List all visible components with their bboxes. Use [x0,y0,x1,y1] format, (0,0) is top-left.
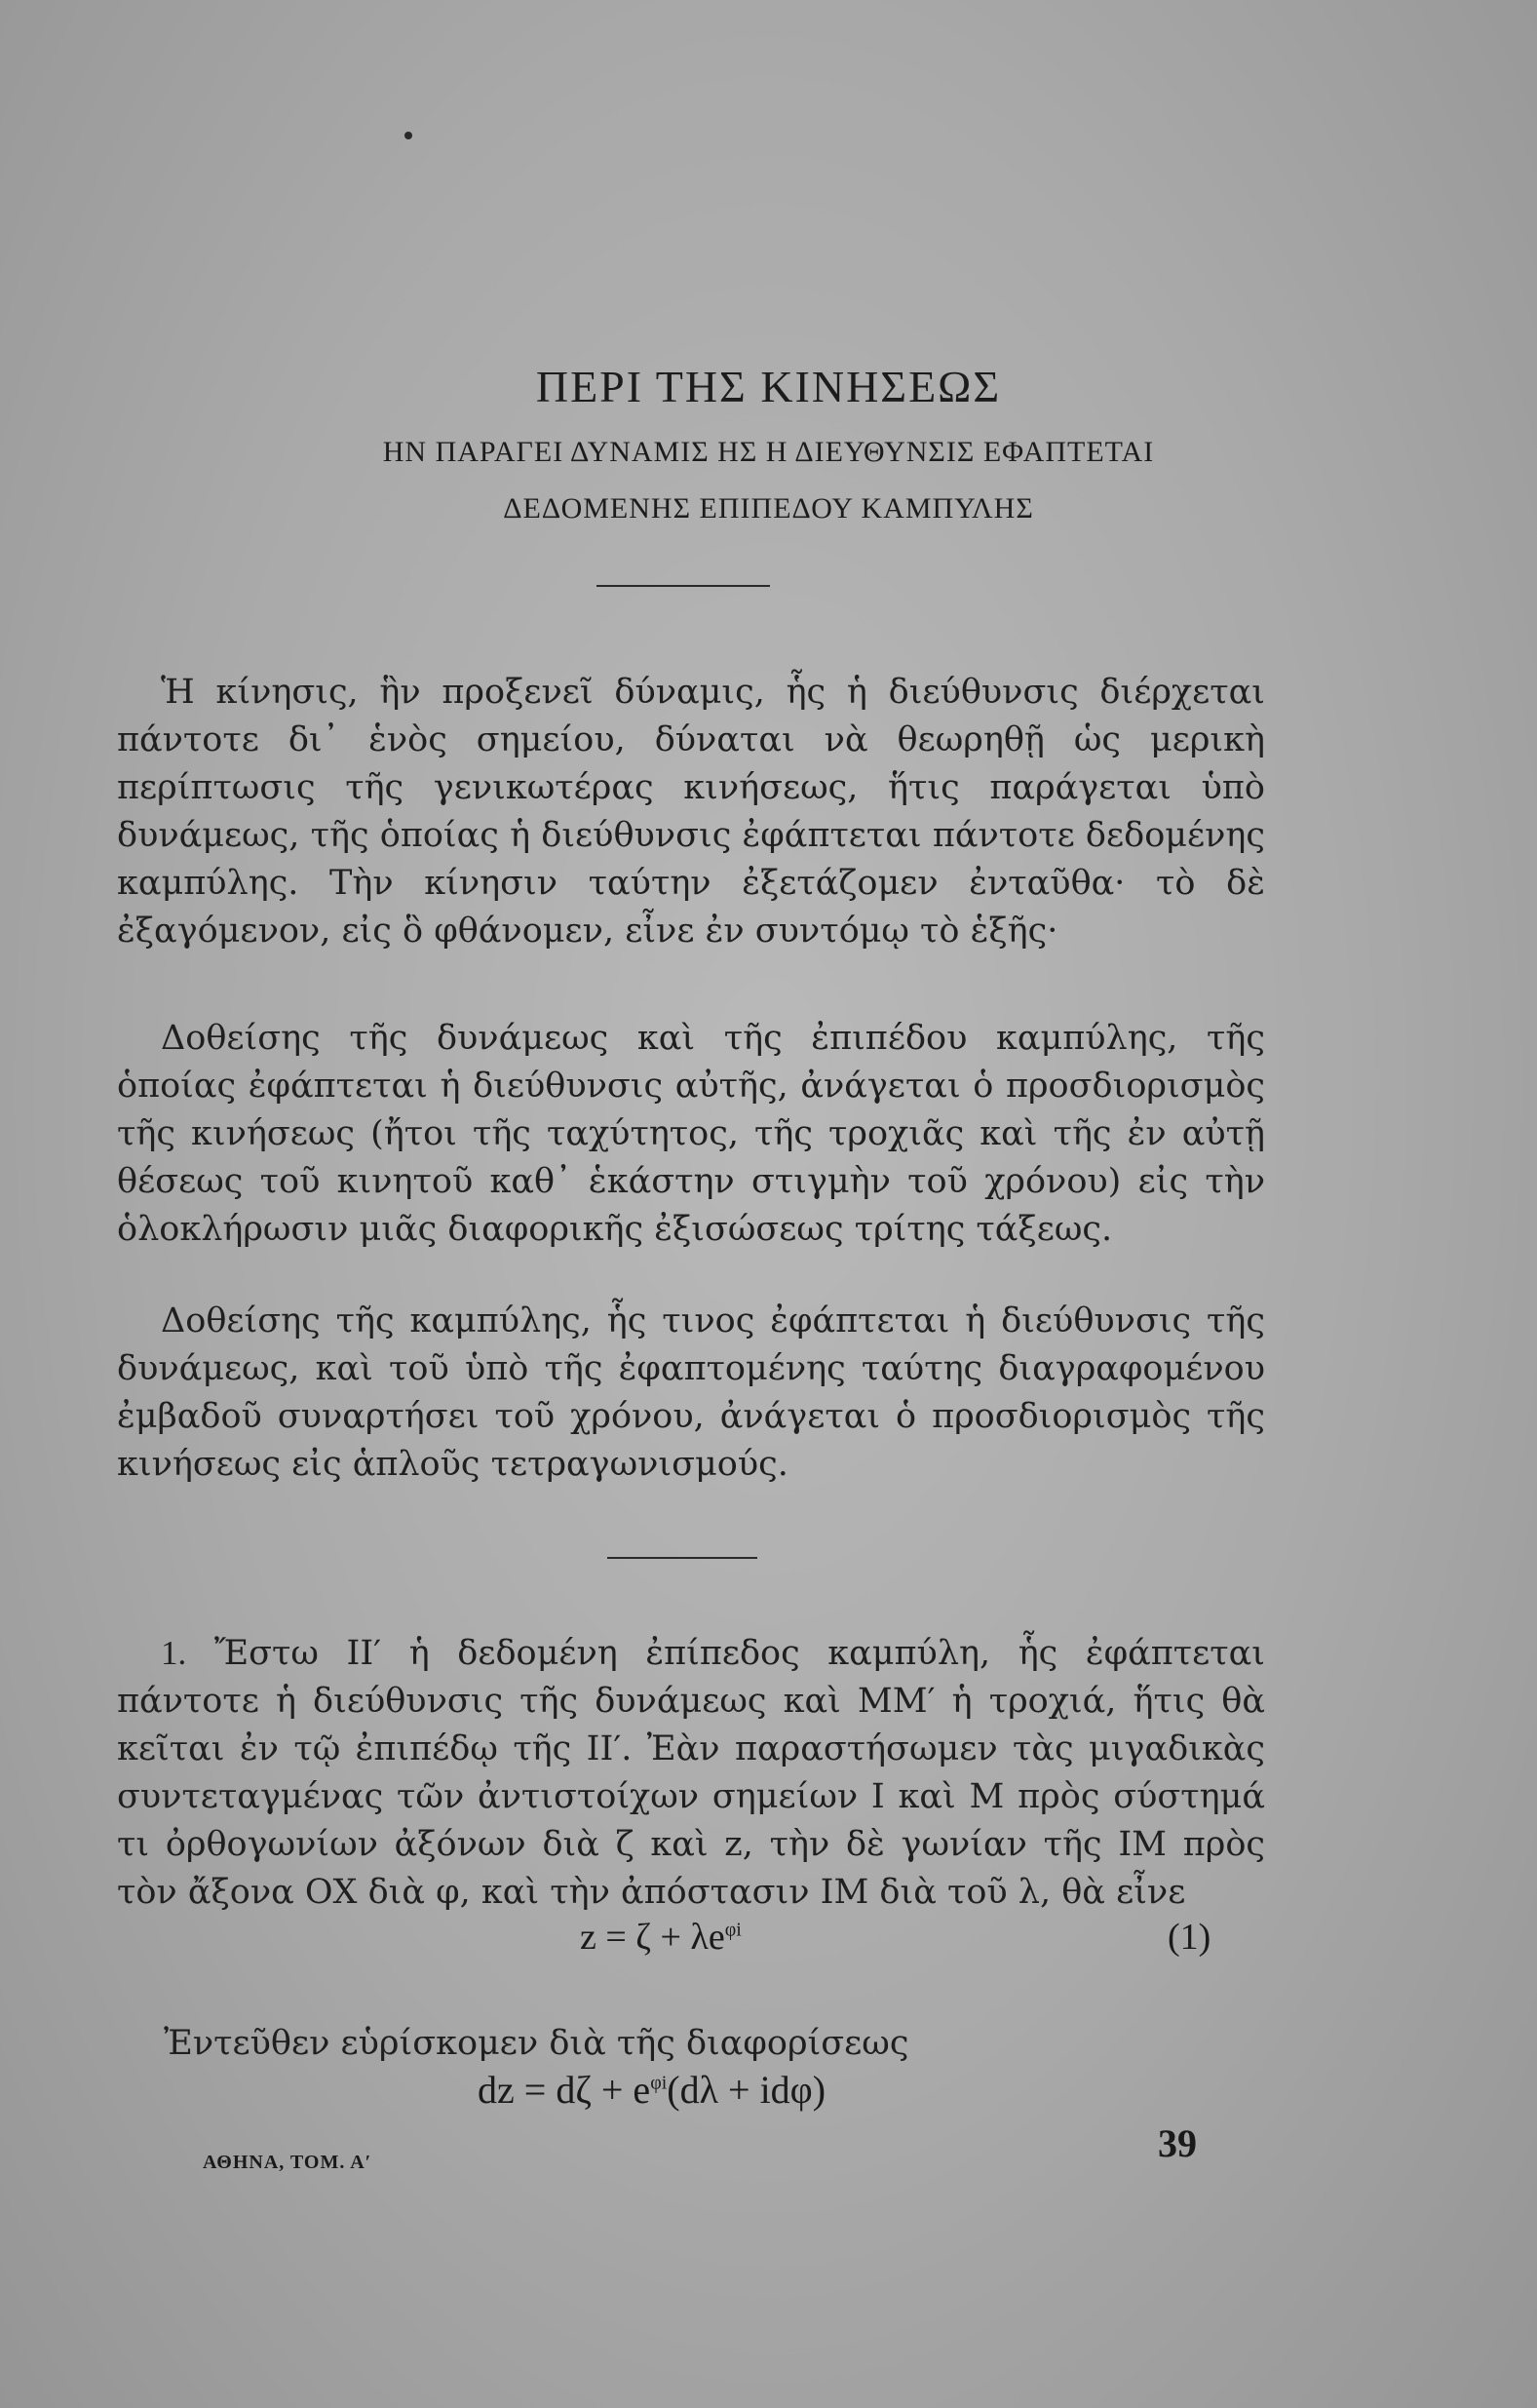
derivation-sentence: Ἐντεῦθεν εὑρίσκομεν διὰ τῆς διαφορίσεως [164,2024,909,2063]
ink-dot [404,132,412,139]
journal-footer: ΑΘΗΝΑ, ΤΟΜ. Α′ [203,2152,372,2173]
article-subtitle-line2: ΔΕΔΟΜΕΝΗΣ ΕΠΙΠΕΔΟΥ ΚΑΜΠΥΛΗΣ [503,492,1034,524]
equation-1-body: z = ζ + λe [580,1917,725,1958]
section-1-text: Ἔστω ΙΙ′ ἡ δεδομένη ἐπίπεδος καμπύλη, ἧς ἐφάπτεται πάντοτε ἡ διεύθυνσις τῆς δυνάμεως καὶ ΜΜ′ ἡ τροχιά, ἥτις θὰ κεῖται ἐν τῷ ἐπιπέδῳ τῆς ΙΙ′. Ἐὰν παραστήσωμεν τὰς μιγαδικὰς συντεταγμένας τῶν ἀντιστοίχων σημείων Ι καὶ Μ πρὸς σύστημά τι ὀρθογωνίων ἀξόνων διὰ ζ καὶ z, τὴν δὲ γωνίαν τῆς ΙΜ πρὸς τὸν ἄξονα ΟΧ διὰ φ, καὶ τὴν ἀπόστασιν ΙΜ διὰ τοῦ λ, θὰ εἶνε [117,1634,1265,1912]
third-paragraph: Δοθείσης τῆς καμπύλης, ἧς τινος ἐφάπτεται ἡ διεύθυνσις τῆς δυνάμεως, καὶ τοῦ ὑπὸ τῆς ἐφαπτομένης ταύτης διαγραφομένου ἐμβαδοῦ συναρτήσει τοῦ χρόνου, ἀνάγεται ὁ προσδιορισμὸς τῆς κινήσεως εἰς ἁπλοῦς τετραγωνισμούς. [117,1301,1265,1484]
equation-1-exponent: φi [724,1919,742,1941]
title-rule [596,585,770,587]
equation-1-number: (1) [1168,1917,1211,1958]
equation-2-exponent: φi [650,2072,668,2094]
second-paragraph: Δοθείσης τῆς δυνάμεως καὶ τῆς ἐπιπέδου καμπύλης, τῆς ὁποίας ἐφάπτεται ἡ διεύθυνσις αὐτῆς, ἀνάγεται ὁ προσδιορισμὸς τῆς κινήσεως (ἤτοι τῆς ταχύτητος, τῆς τροχιᾶς καὶ τῆς ἐν αὐτῇ θέσεως τοῦ κινητοῦ καθ᾽ ἑκάστην στιγμὴν τοῦ χρόνου) εἰς τὴν ὁλοκλήρωσιν μιᾶς διαφορικῆς ἐξισώσεως τρίτης τάξεως. [117,1019,1265,1249]
equation-2-lhs: dz = dζ + e [478,2068,651,2112]
article-subtitle-line1: ΗΝ ΠΑΡΑΓΕΙ ΔΥΝΑΜΙΣ ΗΣ Η ΔΙΕΥΘΥΝΣΙΣ ΕΦΑΠΤΕΤΑΙ [382,436,1155,468]
article-title: ΠΕΡΙ ΤΗΣ ΚΙΝΗΣΕΩΣ [535,362,1002,411]
equation-1 [580,1916,742,1959]
section-number: 1. [161,1634,187,1672]
intro-paragraph: Ἡ κίνησις, ἣν προξενεῖ δύναμις, ἧς ἡ διεύθυνσις διέρχεται πάντοτε δι᾽ ἑνὸς σημείου, δύναται νὰ θεωρηθῇ ὡς μερικὴ περίπτωσις τῆς γενικωτέρας κινήσεως, ἥτις παράγεται ὑπὸ δυνάμεως, τῆς ὁποίας ἡ διεύθυνσις ἐφάπτεται πάντοτε δεδομένης καμπύλης. Τὴν κίνησιν ταύτην ἐξετάζομεν ἐνταῦθα· τὸ δὲ ἐξαγόμενον, εἰς ὃ φθάνομεν, εἶνε ἐν συντόμῳ τὸ ἑξῆς· [117,673,1265,951]
equation-2 [478,2067,826,2113]
page-number: 39 [1158,2121,1197,2165]
section-1-paragraph [117,1629,1265,1917]
section-rule [607,1557,757,1559]
equation-2-rhs: (dλ + idφ) [667,2068,826,2112]
